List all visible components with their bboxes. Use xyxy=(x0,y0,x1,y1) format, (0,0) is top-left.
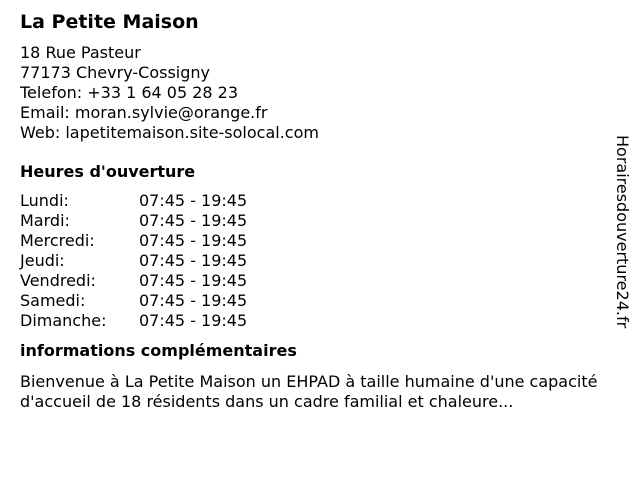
hours-table xyxy=(20,191,247,331)
web-line: Web: lapetitemaison.site-solocal.com xyxy=(20,123,319,142)
hours-time: 07:45 - 19:45 xyxy=(139,311,248,330)
hours-day: Samedi: xyxy=(20,291,86,310)
hours-row xyxy=(20,271,247,291)
hours-day: Mercredi: xyxy=(20,231,95,250)
hours-day: Vendredi: xyxy=(20,271,96,290)
hours-time: 07:45 - 19:45 xyxy=(139,271,248,290)
hours-time: 07:45 - 19:45 xyxy=(139,191,248,210)
hours-row xyxy=(20,291,247,311)
business-card xyxy=(20,9,610,412)
hours-time: 07:45 - 19:45 xyxy=(139,231,248,250)
hours-day: Mardi: xyxy=(20,211,70,230)
hours-time: 07:45 - 19:45 xyxy=(139,291,248,310)
phone-line: Telefon: +33 1 64 05 28 23 xyxy=(20,83,239,102)
watermark-text: Horairesdouverture24.fr xyxy=(613,135,632,329)
business-name: La Petite Maison xyxy=(20,11,199,33)
hours-row xyxy=(20,191,247,211)
hours-row xyxy=(20,211,247,231)
hours-row xyxy=(20,251,247,271)
hours-day: Jeudi: xyxy=(20,251,65,270)
hours-time: 07:45 - 19:45 xyxy=(139,211,248,230)
contact-block xyxy=(20,43,610,143)
hours-day: Dimanche: xyxy=(20,311,107,330)
hours-row xyxy=(20,311,247,331)
hours-time: 07:45 - 19:45 xyxy=(139,251,248,270)
info-heading: informations complémentaires xyxy=(20,341,297,360)
address-street: 18 Rue Pasteur xyxy=(20,43,141,62)
hours-row xyxy=(20,231,247,251)
hours-heading: Heures d'ouverture xyxy=(20,162,196,181)
hours-day: Lundi: xyxy=(20,191,69,210)
email-line: Email: moran.sylvie@orange.fr xyxy=(20,103,268,122)
address-city: 77173 Chevry-Cossigny xyxy=(20,63,210,82)
info-description: Bienvenue à La Petite Maison un EHPAD à taille humaine d'une capacité d'accueil de 18 résidents dans un cadre familial et chaleure... xyxy=(20,372,598,411)
